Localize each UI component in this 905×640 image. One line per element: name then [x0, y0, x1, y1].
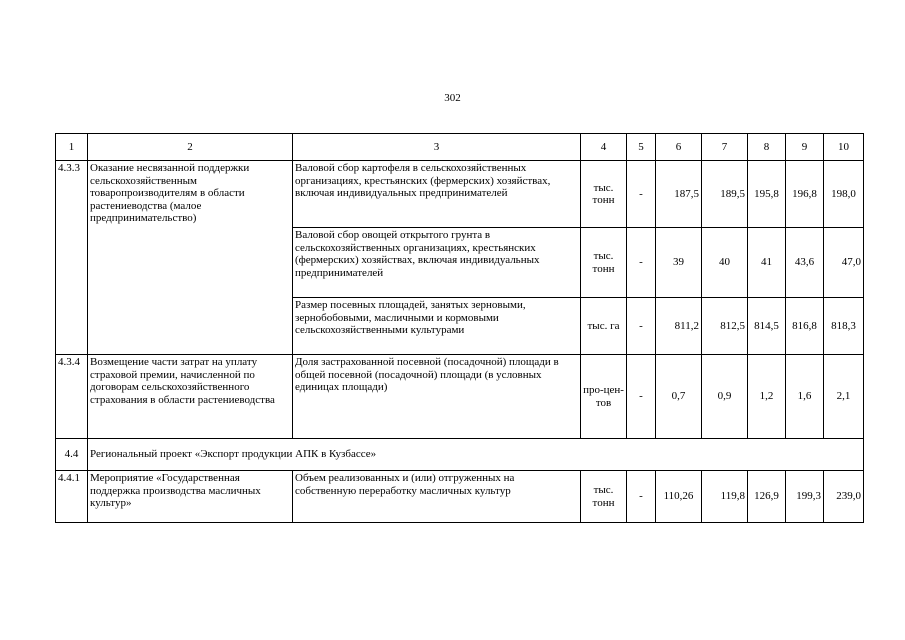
value-cell-10: 2,1 [824, 355, 864, 439]
value-cell-8: 814,5 [748, 298, 786, 355]
table-row [56, 161, 864, 228]
row-number: 4.4.1 [56, 471, 88, 523]
unit-cell: тыс. тонн [581, 161, 627, 228]
header-cell-4: 4 [581, 134, 627, 161]
header-cell-7: 7 [702, 134, 748, 161]
page-number: 302 [444, 92, 461, 104]
row-number: 4.3.4 [56, 355, 88, 439]
header-cell-9: 9 [786, 134, 824, 161]
value-cell-8: 195,8 [748, 161, 786, 228]
indicators-table [55, 133, 864, 523]
value-cell-6: 39 [656, 228, 702, 298]
value-cell-8: 41 [748, 228, 786, 298]
header-cell-1: 1 [56, 134, 88, 161]
value-cell-6: 110,26 [656, 471, 702, 523]
value-cell-6: 811,2 [656, 298, 702, 355]
value-cell-6: 187,5 [656, 161, 702, 228]
indicator-cell: Доля застрахованной посевной (посадочной) площади в общей посевной (посадочной) площади (в условных единицах площади) [293, 355, 581, 439]
header-cell-3: 3 [293, 134, 581, 161]
table-header-row [56, 134, 864, 161]
table-row [56, 355, 864, 439]
header-cell-5: 5 [627, 134, 656, 161]
header-cell-6: 6 [656, 134, 702, 161]
measure-cell: Возмещение части затрат на уплату страховой премии, начисленной по договорам сельскохозяйственного страхования в области растениеводства [88, 355, 293, 439]
measure-cell: Оказание несвязанной поддержки сельскохозяйственным товаропроизводителям в области растениеводства (малое предпринимательство) [88, 161, 293, 355]
section-number: 4.4 [56, 439, 88, 471]
table-row [56, 471, 864, 523]
value-cell-7: 119,8 [702, 471, 748, 523]
value-cell-5: - [627, 355, 656, 439]
indicator-cell: Валовой сбор овощей открытого грунта в сельскохозяйственных организациях, крестьянских (фермерских) хозяйствах, включая индивидуальных предпринимателей [293, 228, 581, 298]
value-cell-5: - [627, 298, 656, 355]
value-cell-7: 0,9 [702, 355, 748, 439]
value-cell-9: 199,3 [786, 471, 824, 523]
indicator-cell: Размер посевных площадей, занятых зерновыми, зернобобовыми, масличными и кормовыми сельскохозяйственными культурами [293, 298, 581, 355]
value-cell-5: - [627, 161, 656, 228]
header-cell-8: 8 [748, 134, 786, 161]
section-row [56, 439, 864, 471]
value-cell-10: 239,0 [824, 471, 864, 523]
value-cell-9: 196,8 [786, 161, 824, 228]
indicator-cell: Валовой сбор картофеля в сельскохозяйственных организациях, крестьянских (фермерских) хозяйствах, включая индивидуальных предпринимателей [293, 161, 581, 228]
header-cell-10: 10 [824, 134, 864, 161]
unit-cell: тыс. тонн [581, 471, 627, 523]
unit-cell: тыс. тонн [581, 228, 627, 298]
indicator-cell: Объем реализованных и (или) отгруженных на собственную переработку масличных культур [293, 471, 581, 523]
value-cell-8: 1,2 [748, 355, 786, 439]
value-cell-8: 126,9 [748, 471, 786, 523]
section-title: Региональный проект «Экспорт продукции АПК в Кузбассе» [88, 439, 864, 471]
value-cell-7: 40 [702, 228, 748, 298]
value-cell-9: 43,6 [786, 228, 824, 298]
value-cell-7: 189,5 [702, 161, 748, 228]
value-cell-5: - [627, 471, 656, 523]
unit-cell: тыс. га [581, 298, 627, 355]
value-cell-10: 198,0 [824, 161, 864, 228]
measure-cell: Мероприятие «Государственная поддержка производства масличных культур» [88, 471, 293, 523]
value-cell-6: 0,7 [656, 355, 702, 439]
header-cell-2: 2 [88, 134, 293, 161]
value-cell-9: 816,8 [786, 298, 824, 355]
unit-cell: про-цен-тов [581, 355, 627, 439]
row-number: 4.3.3 [56, 161, 88, 355]
value-cell-9: 1,6 [786, 355, 824, 439]
value-cell-10: 818,3 [824, 298, 864, 355]
value-cell-7: 812,5 [702, 298, 748, 355]
value-cell-10: 47,0 [824, 228, 864, 298]
value-cell-5: - [627, 228, 656, 298]
